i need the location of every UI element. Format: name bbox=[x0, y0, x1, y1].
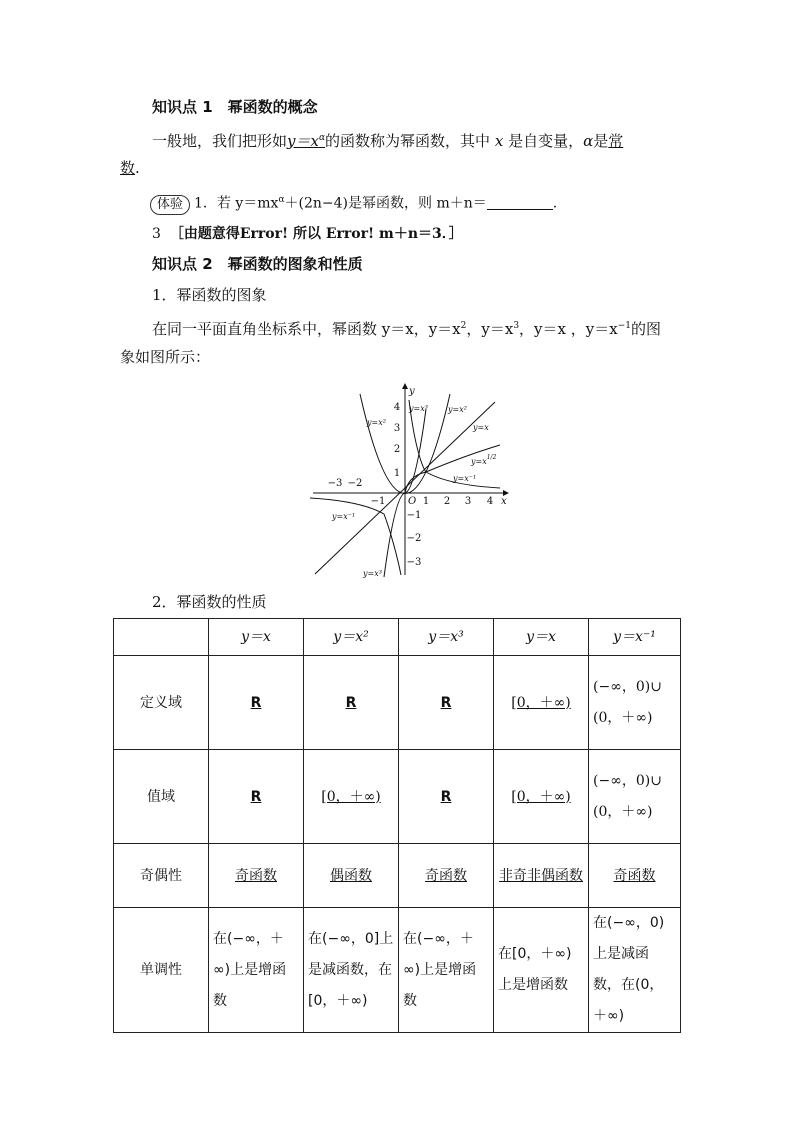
experience-question bbox=[150, 189, 710, 215]
table-cell: R bbox=[399, 656, 494, 750]
table-cell: 非奇非偶函数 bbox=[494, 844, 589, 908]
table-cell: (−∞，0)∪(0，＋∞) bbox=[589, 656, 681, 750]
label-x: y=x bbox=[473, 423, 489, 432]
answer-constant: 数 bbox=[120, 159, 136, 177]
period: . bbox=[135, 159, 140, 177]
label-sqrt: $y=x^{1/2}$ bbox=[471, 454, 497, 466]
label-inv-left: y=x⁻¹ bbox=[332, 512, 356, 521]
subheading-graph: 1．幂函数的图象 bbox=[152, 286, 267, 304]
table-cell: R bbox=[209, 750, 304, 844]
table-corner bbox=[114, 619, 209, 656]
table-cell: [0，＋∞) bbox=[494, 750, 589, 844]
period: . bbox=[552, 195, 558, 212]
section-heading-2: 知识点 2 幂函数的图象和性质 bbox=[152, 255, 363, 273]
x-tick: −3 bbox=[327, 478, 343, 489]
table-cell: (−∞，0)∪(0，＋∞) bbox=[589, 750, 681, 844]
properties-table bbox=[113, 618, 681, 1033]
label-inv-right: y=x⁻¹ bbox=[453, 474, 477, 483]
y-tick: −2 bbox=[406, 533, 422, 544]
curve-inv-left bbox=[310, 498, 401, 575]
label-x2-top: y=x² bbox=[448, 405, 467, 414]
variable-x: x bbox=[494, 132, 504, 150]
power-function-graph bbox=[305, 380, 515, 580]
question-text: 1．若 y＝mx bbox=[194, 195, 279, 212]
answer-explanation: ［由题意得Error! 所以 Error! m＋n＝3．］ bbox=[169, 226, 463, 242]
y-tick: 4 bbox=[393, 402, 401, 413]
y-tick: −3 bbox=[406, 557, 422, 568]
label-x3-top: y=x³ bbox=[409, 404, 428, 413]
row-label: 单调性 bbox=[114, 908, 209, 1033]
table-cell: [0，＋∞) bbox=[494, 656, 589, 750]
table-cell: 奇函数 bbox=[399, 844, 494, 908]
table-cell: 在(−∞，0]上是减函数，在[0，＋∞) bbox=[304, 908, 399, 1033]
table-cell: 在(−∞，＋∞)上是增函数 bbox=[209, 908, 304, 1033]
table-header-row bbox=[114, 619, 681, 656]
graph-paragraph: 在同一平面直角坐标系中，幂函数 y＝x，$y=x^2$，$y=x^3$，y＝x ，$y=x^{-1}$的图 bbox=[152, 320, 661, 338]
label-x3-bottom: y=x³ bbox=[363, 569, 382, 578]
x-axis-label: x bbox=[501, 496, 507, 507]
table-header: y＝x bbox=[494, 619, 589, 656]
table-cell: 奇函数 bbox=[589, 844, 681, 908]
y-axis-label: y bbox=[409, 386, 415, 397]
table-cell: 奇函数 bbox=[209, 844, 304, 908]
table-cell: R bbox=[209, 656, 304, 750]
y-tick: −1 bbox=[406, 510, 422, 521]
x-tick: −2 bbox=[347, 478, 363, 489]
table-cell: R bbox=[399, 750, 494, 844]
row-label: 值域 bbox=[114, 750, 209, 844]
definition-line-2 bbox=[120, 157, 680, 179]
table-cell: 偶函数 bbox=[304, 844, 399, 908]
x-tick: −1 bbox=[370, 496, 386, 507]
table-cell: 在(−∞，0)上是减函数，在(0，＋∞) bbox=[589, 908, 681, 1033]
subheading-properties: 2．幂函数的性质 bbox=[152, 593, 267, 611]
definition-text: 是 bbox=[593, 132, 609, 150]
answer-number: 3 bbox=[152, 226, 161, 242]
section-heading-1: 知识点 1 幂函数的概念 bbox=[152, 98, 318, 116]
table-header: y＝x bbox=[209, 619, 304, 656]
definition-text: 是自变量， bbox=[508, 132, 584, 150]
definition-formula: $y=x^\alpha$ bbox=[287, 132, 326, 150]
exponent: α bbox=[278, 195, 285, 205]
x-tick: 4 bbox=[486, 496, 494, 507]
x-tick: 1 bbox=[422, 496, 430, 507]
definition-text: 一般地，我们把形如 bbox=[152, 132, 288, 150]
y-tick: 1 bbox=[393, 468, 401, 479]
variable-alpha: α bbox=[583, 132, 594, 150]
question-text: ＋(2n−4)是幂函数，则 m＋n＝ bbox=[284, 195, 487, 212]
experience-tag: 体验 bbox=[150, 195, 190, 215]
x-tick: 2 bbox=[443, 496, 451, 507]
table-cell: R bbox=[304, 656, 399, 750]
table-cell: 在[0，＋∞)上是增函数 bbox=[494, 908, 589, 1033]
answer-constant: 常 bbox=[608, 132, 624, 150]
table-row bbox=[114, 656, 681, 750]
table-row bbox=[114, 908, 681, 1033]
graph-paragraph-2: 象如图所示： bbox=[120, 348, 211, 366]
definition-text: 的函数称为幂函数，其中 bbox=[325, 132, 491, 150]
answer-blank bbox=[487, 195, 553, 210]
y-tick: 3 bbox=[393, 423, 401, 434]
row-label: 定义域 bbox=[114, 656, 209, 750]
table-header: y＝x⁻¹ bbox=[589, 619, 681, 656]
table-cell: 在(−∞，＋∞)上是增函数 bbox=[399, 908, 494, 1033]
y-tick: 2 bbox=[393, 444, 401, 455]
table-row bbox=[114, 844, 681, 908]
table-cell: [0，＋∞) bbox=[304, 750, 399, 844]
label-x2-left: y=x² bbox=[367, 418, 386, 427]
table-header: y＝x² bbox=[304, 619, 399, 656]
x-tick: 3 bbox=[464, 496, 472, 507]
row-label: 奇偶性 bbox=[114, 844, 209, 908]
definition-line bbox=[152, 127, 712, 152]
table-header: y＝x³ bbox=[399, 619, 494, 656]
table-row bbox=[114, 750, 681, 844]
origin-label: O bbox=[408, 496, 417, 507]
answer-line bbox=[152, 223, 712, 245]
